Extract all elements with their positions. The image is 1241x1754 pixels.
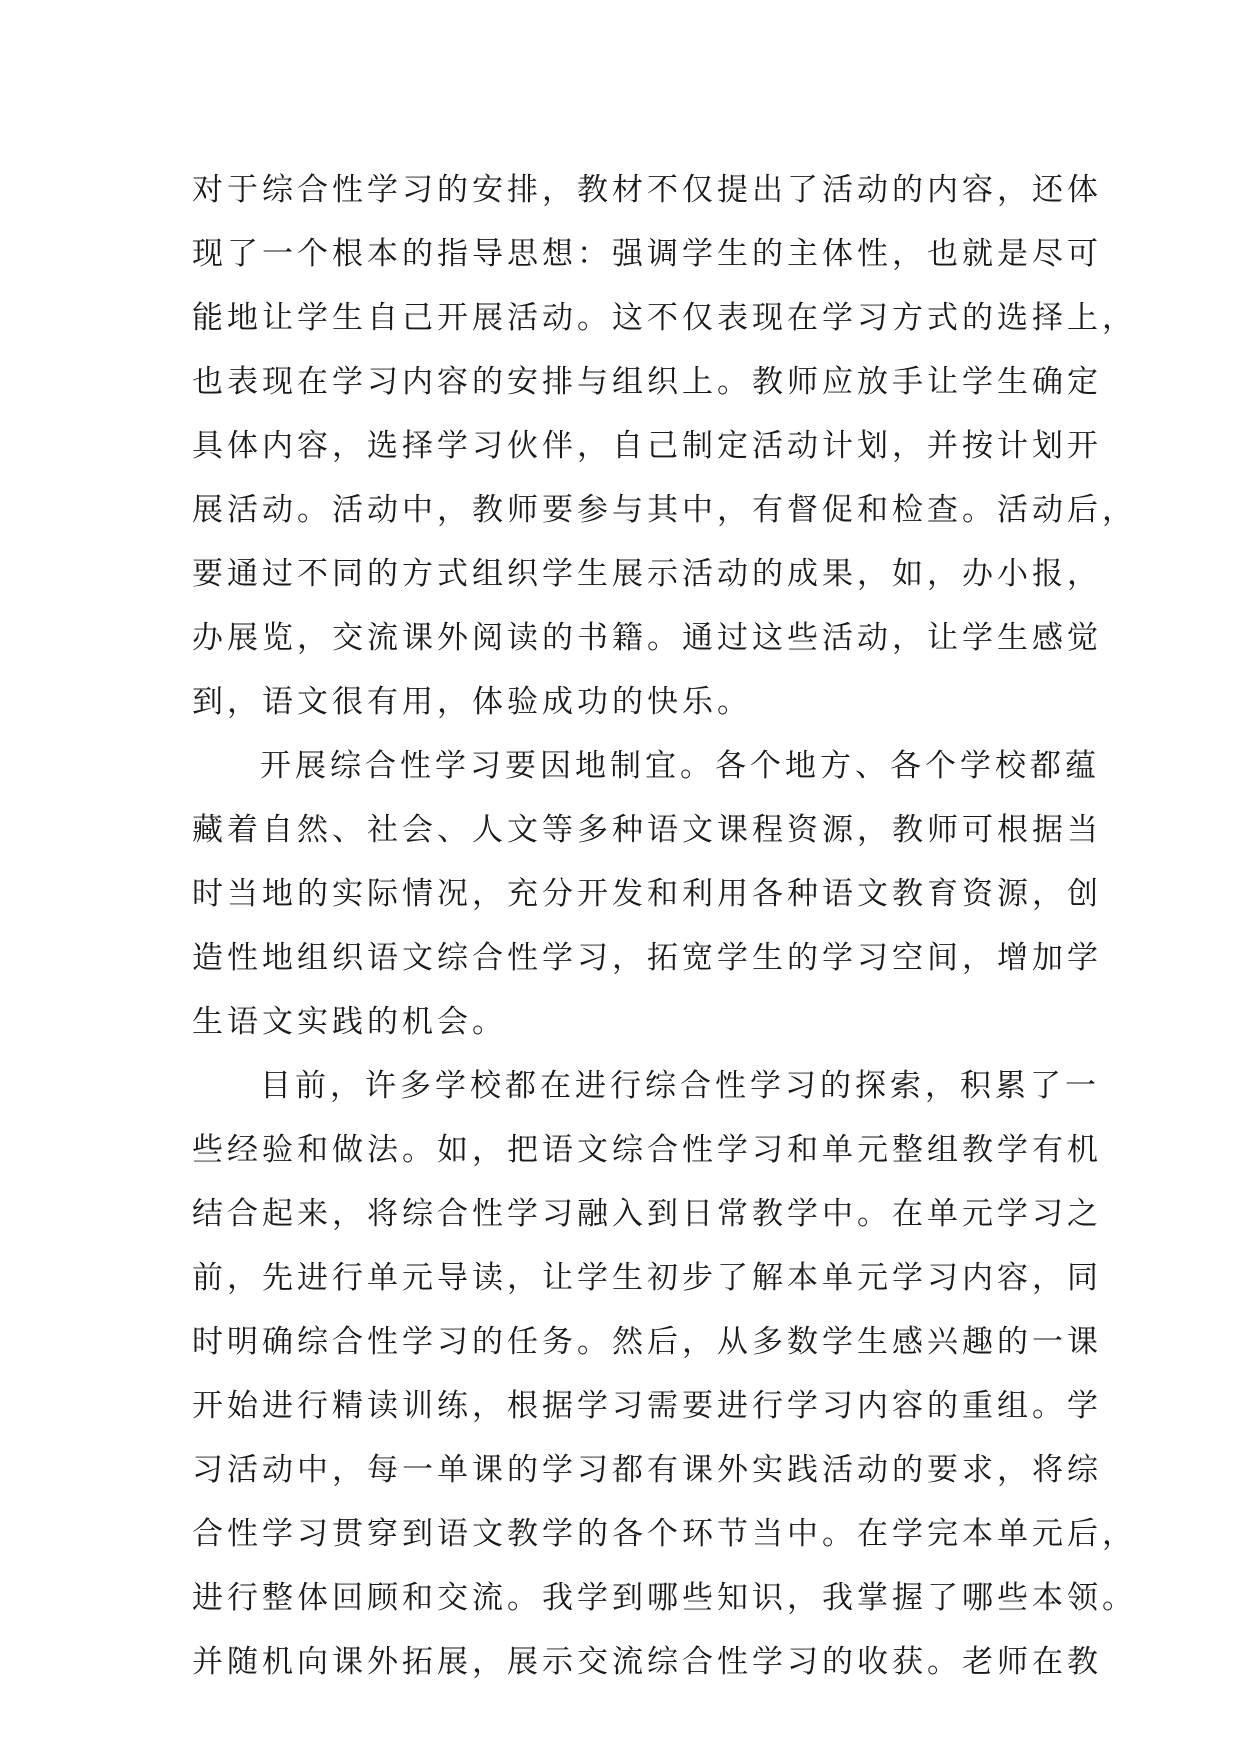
text-line: 展活动。活动中，教师要参与其中，有督促和检查。活动后， (192, 492, 1137, 528)
text-line: 习活动中，每一单课的学习都有课外实践活动的要求，将综 (192, 1452, 1102, 1488)
text-line: 要通过不同的方式组织学生展示活动的成果，如，办小报， (192, 556, 1102, 592)
paragraph (192, 158, 1137, 734)
text-line: 生语文实践的机会。 (192, 1004, 507, 1040)
text-line: 结合起来，将综合性学习融入到日常教学中。在单元学习之 (192, 1196, 1102, 1232)
text-line: 时明确综合性学习的任务。然后，从多数学生感兴趣的一课 (192, 1324, 1102, 1360)
text-line: 能地让学生自己开展活动。这不仅表现在学习方式的选择上， (192, 300, 1137, 336)
text-line: 些经验和做法。如，把语文综合性学习和单元整组教学有机 (192, 1132, 1102, 1168)
text-line: 办展览，交流课外阅读的书籍。通过这些活动，让学生感觉 (192, 620, 1102, 656)
text-line: 也表现在学习内容的安排与组织上。教师应放手让学生确定 (192, 364, 1102, 400)
paragraph (192, 1054, 1137, 1694)
paragraph (192, 734, 1102, 1054)
text-line: 目前，许多学校都在进行综合性学习的探索，积累了一 (260, 1068, 1100, 1104)
text-line: 合性学习贯穿到语文教学的各个环节当中。在学完本单元后， (192, 1516, 1137, 1552)
body-text (192, 158, 1137, 1694)
text-line: 藏着自然、社会、人文等多种语文课程资源，教师可根据当 (192, 812, 1102, 848)
text-line: 前，先进行单元导读，让学生初步了解本单元学习内容，同 (192, 1260, 1102, 1296)
text-line: 对于综合性学习的安排，教材不仅提出了活动的内容，还体 (192, 172, 1102, 208)
text-line: 时当地的实际情况，充分开发和利用各种语文教育资源，创 (192, 876, 1102, 912)
text-line: 开展综合性学习要因地制宜。各个地方、各个学校都蕴 (260, 748, 1100, 784)
text-line: 造性地组织语文综合性学习，拓宽学生的学习空间，增加学 (192, 940, 1102, 976)
text-line: 进行整体回顾和交流。我学到哪些知识，我掌握了哪些本领。 (192, 1580, 1137, 1616)
text-line: 开始进行精读训练，根据学习需要进行学习内容的重组。学 (192, 1388, 1102, 1424)
text-line: 具体内容，选择学习伙伴，自己制定活动计划，并按计划开 (192, 428, 1102, 464)
text-line: 现了一个根本的指导思想：强调学生的主体性，也就是尽可 (192, 236, 1102, 272)
text-line: 到，语文很有用，体验成功的快乐。 (192, 684, 752, 720)
text-line: 并随机向课外拓展，展示交流综合性学习的收获。老师在教 (192, 1644, 1102, 1680)
